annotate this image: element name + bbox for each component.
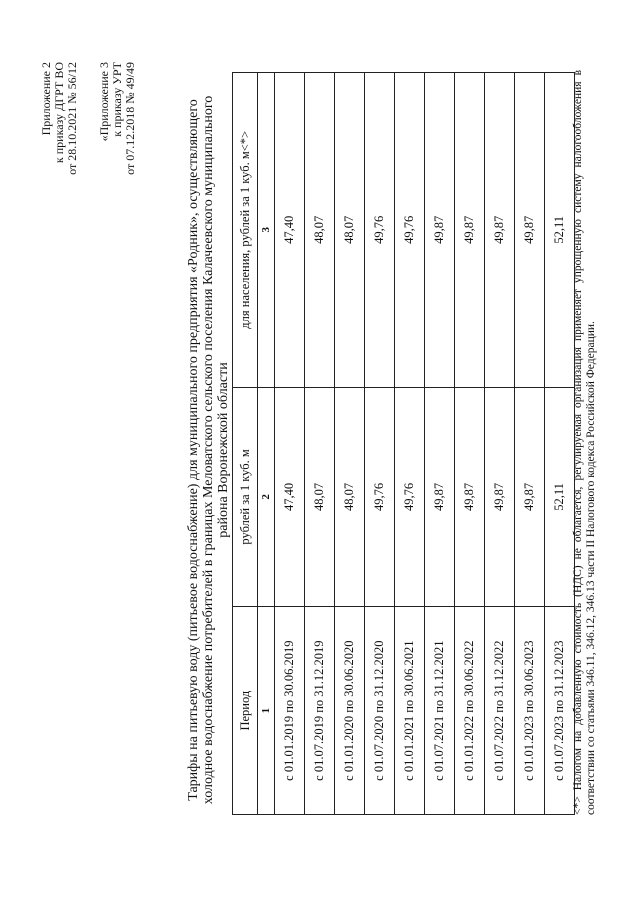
table-header-row — [233, 73, 258, 815]
column-number-2: 2 — [258, 387, 275, 607]
period-cell: с 01.07.2021 по 31.12.2021 — [425, 607, 455, 815]
population-tariff-cell: 48,07 — [305, 73, 335, 388]
tariff-cell: 49,76 — [365, 387, 395, 607]
population-tariff-cell: 49,87 — [485, 73, 515, 388]
title-line1: Тарифы на питьевую воду (питьевое водоснабжение) для муниципального предприятия «Родник», осуществляющего — [186, 99, 201, 801]
document-title — [186, 85, 231, 815]
tariff-cell: 47,40 — [275, 387, 305, 607]
appendix-3-line2: к приказу УРТ — [110, 62, 124, 137]
footnote: <*> Налогом на добавленную стоимость (НДС) не облагается, регулируемая организация применяет упрощенную систему налогообложения в соответствии со статьями 346.11, 346.12, 346.13 части II Налогового кодекса Российской Федерации. — [572, 70, 597, 815]
tariff-cell: 48,07 — [335, 387, 365, 607]
population-tariff-cell: 49,87 — [425, 73, 455, 388]
column-number-3: 3 — [258, 73, 275, 388]
table-column-numbers-row — [258, 73, 275, 815]
population-tariff-cell: 48,07 — [335, 73, 365, 388]
title-line3: района Воронежской области — [216, 362, 231, 538]
period-cell: с 01.07.2022 по 31.12.2022 — [485, 607, 515, 815]
table-row — [515, 73, 545, 815]
table-row — [395, 73, 425, 815]
column-header-population: для населения, рублей за 1 куб. м<*> — [233, 73, 258, 388]
column-number-1: 1 — [258, 607, 275, 815]
table-row — [335, 73, 365, 815]
appendix-3-line1: «Приложение 3 — [97, 62, 111, 142]
tariff-cell: 48,07 — [305, 387, 335, 607]
appendix-3-line3: от 07.12.2018 № 49/49 — [123, 62, 137, 175]
table-row — [425, 73, 455, 815]
appendix-2-line2: к приказу ДГРТ ВО — [52, 62, 66, 164]
appendix-2-line3: от 28.10.2021 № 56/12 — [65, 62, 79, 175]
tariff-cell: 49,87 — [455, 387, 485, 607]
column-header-tariff: рублей за 1 куб. м — [233, 387, 258, 607]
period-cell: с 01.01.2019 по 30.06.2019 — [275, 607, 305, 815]
tariff-cell: 49,87 — [515, 387, 545, 607]
population-tariff-cell: 52,11 — [545, 73, 575, 388]
table-row — [365, 73, 395, 815]
population-tariff-cell: 49,87 — [515, 73, 545, 388]
tariff-cell: 52,11 — [545, 387, 575, 607]
period-cell: с 01.01.2020 по 30.06.2020 — [335, 607, 365, 815]
column-header-period: Период — [233, 607, 258, 815]
period-cell: с 01.01.2023 по 30.06.2023 — [515, 607, 545, 815]
period-cell: с 01.07.2020 по 31.12.2020 — [365, 607, 395, 815]
tariff-table — [232, 72, 575, 815]
table-row — [455, 73, 485, 815]
population-tariff-cell: 49,87 — [455, 73, 485, 388]
title-line2: холодное водоснабжение потребителей в границах Меловатского сельского поселения Калачеевского муниципального — [201, 95, 216, 805]
table-row — [305, 73, 335, 815]
tariff-cell: 49,76 — [395, 387, 425, 607]
tariff-cell: 49,87 — [485, 387, 515, 607]
table-row — [275, 73, 305, 815]
period-cell: с 01.01.2021 по 30.06.2021 — [395, 607, 425, 815]
tariff-cell: 49,87 — [425, 387, 455, 607]
appendix-2-header — [40, 62, 79, 175]
period-cell: с 01.07.2023 по 31.12.2023 — [545, 607, 575, 815]
period-cell: с 01.07.2019 по 31.12.2019 — [305, 607, 335, 815]
table-row — [545, 73, 575, 815]
appendix-3-header — [98, 62, 137, 175]
population-tariff-cell: 47,40 — [275, 73, 305, 388]
period-cell: с 01.01.2022 по 30.06.2022 — [455, 607, 485, 815]
population-tariff-cell: 49,76 — [395, 73, 425, 388]
appendix-2-line1: Приложение 2 — [39, 62, 53, 136]
population-tariff-cell: 49,76 — [365, 73, 395, 388]
table-row — [485, 73, 515, 815]
